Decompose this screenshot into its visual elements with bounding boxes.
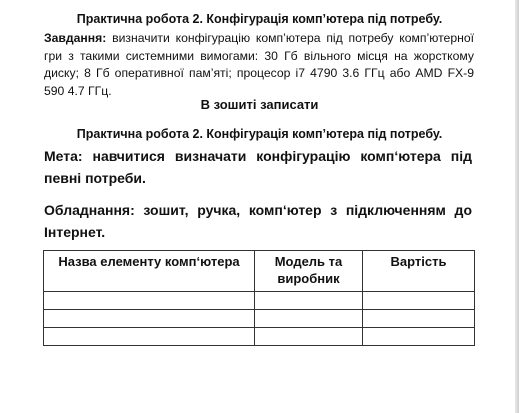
table-header-row <box>44 251 475 292</box>
task-text: визначити конфігурацію комп’ютера під потребу комп’ютерної гри з такими системними вимогами: 30 Гб вільного місця на жорсткому диску; 8 Гб оперативної пам’яті; процесор і7 4790 3.6 ГГц або AMD FX-9 590 4.7 ГГц. <box>44 31 474 98</box>
table-cell <box>363 328 475 346</box>
equipment-paragraph: Обладнання: зошит, ручка, комп‘ютер з підключенням до Інтернет. <box>44 202 472 240</box>
header-element-name: Назва елементу комп‘ютера <box>44 251 255 292</box>
table-cell <box>255 292 363 310</box>
table-cell <box>363 310 475 328</box>
header-price: Вартість <box>363 251 475 292</box>
page-edge-shadow <box>515 0 519 413</box>
configuration-table <box>43 250 475 346</box>
table-cell <box>255 310 363 328</box>
table-cell <box>44 310 255 328</box>
goal-paragraph: Мета: навчитися визначати конфігурацію комп‘ютера під певні потреби. <box>44 148 472 186</box>
table-cell <box>44 292 255 310</box>
practical-work-title-repeat: Практична робота 2. Конфігурація комп’ютера під потребу. <box>76 127 443 141</box>
table-cell <box>363 292 475 310</box>
table-row <box>44 292 475 310</box>
header-model-manufacturer: Модель та виробник <box>255 251 363 292</box>
table-row <box>44 328 475 346</box>
task-label: Завдання: <box>44 31 107 45</box>
table-cell <box>255 328 363 346</box>
task-paragraph <box>44 30 474 100</box>
table-row <box>44 310 475 328</box>
practical-work-title: Практична робота 2. Конфігурація комп’ютера під потребу. <box>76 12 443 26</box>
table-cell <box>44 328 255 346</box>
notebook-heading: В зошиті записати <box>200 97 319 112</box>
